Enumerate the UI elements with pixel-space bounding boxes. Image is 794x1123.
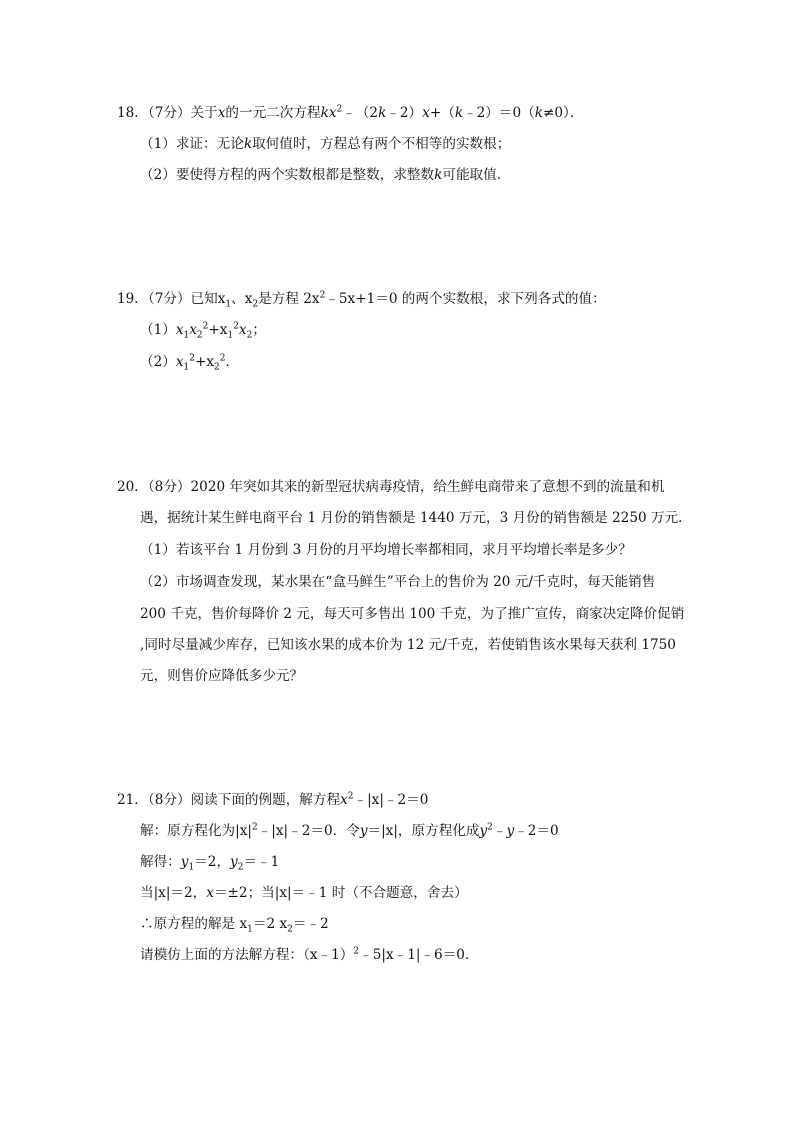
q21-number: 21． — [117, 792, 148, 808]
q21-result-line: 解得：$y_1=2$，$y_2=﹣1$ — [140, 854, 280, 873]
q20-part2-line2: 200 千克，售价每降价 2 元，每天可多售出 100 千克，为了推广宣传，商家决定降价促销 — [140, 606, 685, 622]
q20-part2-line4: 元，则售价应降低多少元？ — [140, 668, 304, 684]
q18-score: （7分） — [147, 105, 191, 121]
q19-score: （7分） — [147, 291, 191, 307]
q21-case-line: 当|x|＝2，x＝±2；当|x|＝﹣1 时（不合题意，舍去） — [140, 885, 468, 901]
q18-number: 18． — [117, 105, 148, 121]
q19-part1: $(1)x_1x_2^2+x_1^2x_2$； — [140, 321, 266, 341]
q21-answer-line: ∴原方程的解是 $x_1=2$ $x_2=﹣2$ — [140, 916, 329, 935]
q21-task-line: 请模仿上面的方法解方程：（x﹣1）$^2$﹣5|x﹣1|﹣6＝0． — [140, 946, 479, 963]
q18-part2: （2）要使得方程的两个实数根都是整数，求整数k可能取值． — [140, 167, 511, 183]
q18-stem: 18．（7分）关于x的一元二次方程$kx^2﹣(2k﹣2)x+(k﹣2)=0(k\ne 0)$． — [117, 104, 584, 121]
q21-solution-line: 解：原方程化为$|x|^2﹣|x|﹣2=0$．令y＝|x|，原方程化成$y^2﹣y﹣2=0$ — [140, 822, 559, 839]
q20-part1: （1）若该平台 1 月份到 3 月份的月平均增长率都相同，求月平均增长率是多少？ — [140, 542, 632, 558]
q21-score: （8分） — [147, 792, 191, 808]
q19-number: 19． — [117, 291, 148, 307]
q20-stem-line1: 20．（8分）2020 年突如其来的新型冠状病毒疫情，给生鲜电商带来了意想不到的流量和机 — [117, 479, 665, 495]
q20-part2-line3: ,同时尽量减少库存，已知该水果的成本价为 12 元/千克，若使销售该水果每天获利 1750 — [140, 637, 676, 653]
q19-part2: $(2)x_1^2+x_2^2$． — [140, 353, 240, 373]
q20-part2-line1: （2）市场调查发现，某水果在“盒马鲜生”平台上的售价为 20 元/千克时，每天能销售 — [140, 574, 656, 590]
q18-part1: （1）求证：无论k取何值时，方程总有两个不相等的实数根； — [140, 136, 511, 152]
q19-stem: 19．（7分）已知$x_1$、$x_2$是方程 $2x^2﹣5x+1=0$ 的两个实数根，求下列各式的值： — [117, 290, 606, 310]
q20-stem-line2: 遇，据统计某生鲜电商平台 1 月份的销售额是 1440 万元，3 月份的销售额是 2250 万元． — [140, 510, 692, 526]
q21-stem: 21．（8分）阅读下面的例题，解方程$x^2﹣|x|﹣2=0$ — [117, 791, 429, 808]
